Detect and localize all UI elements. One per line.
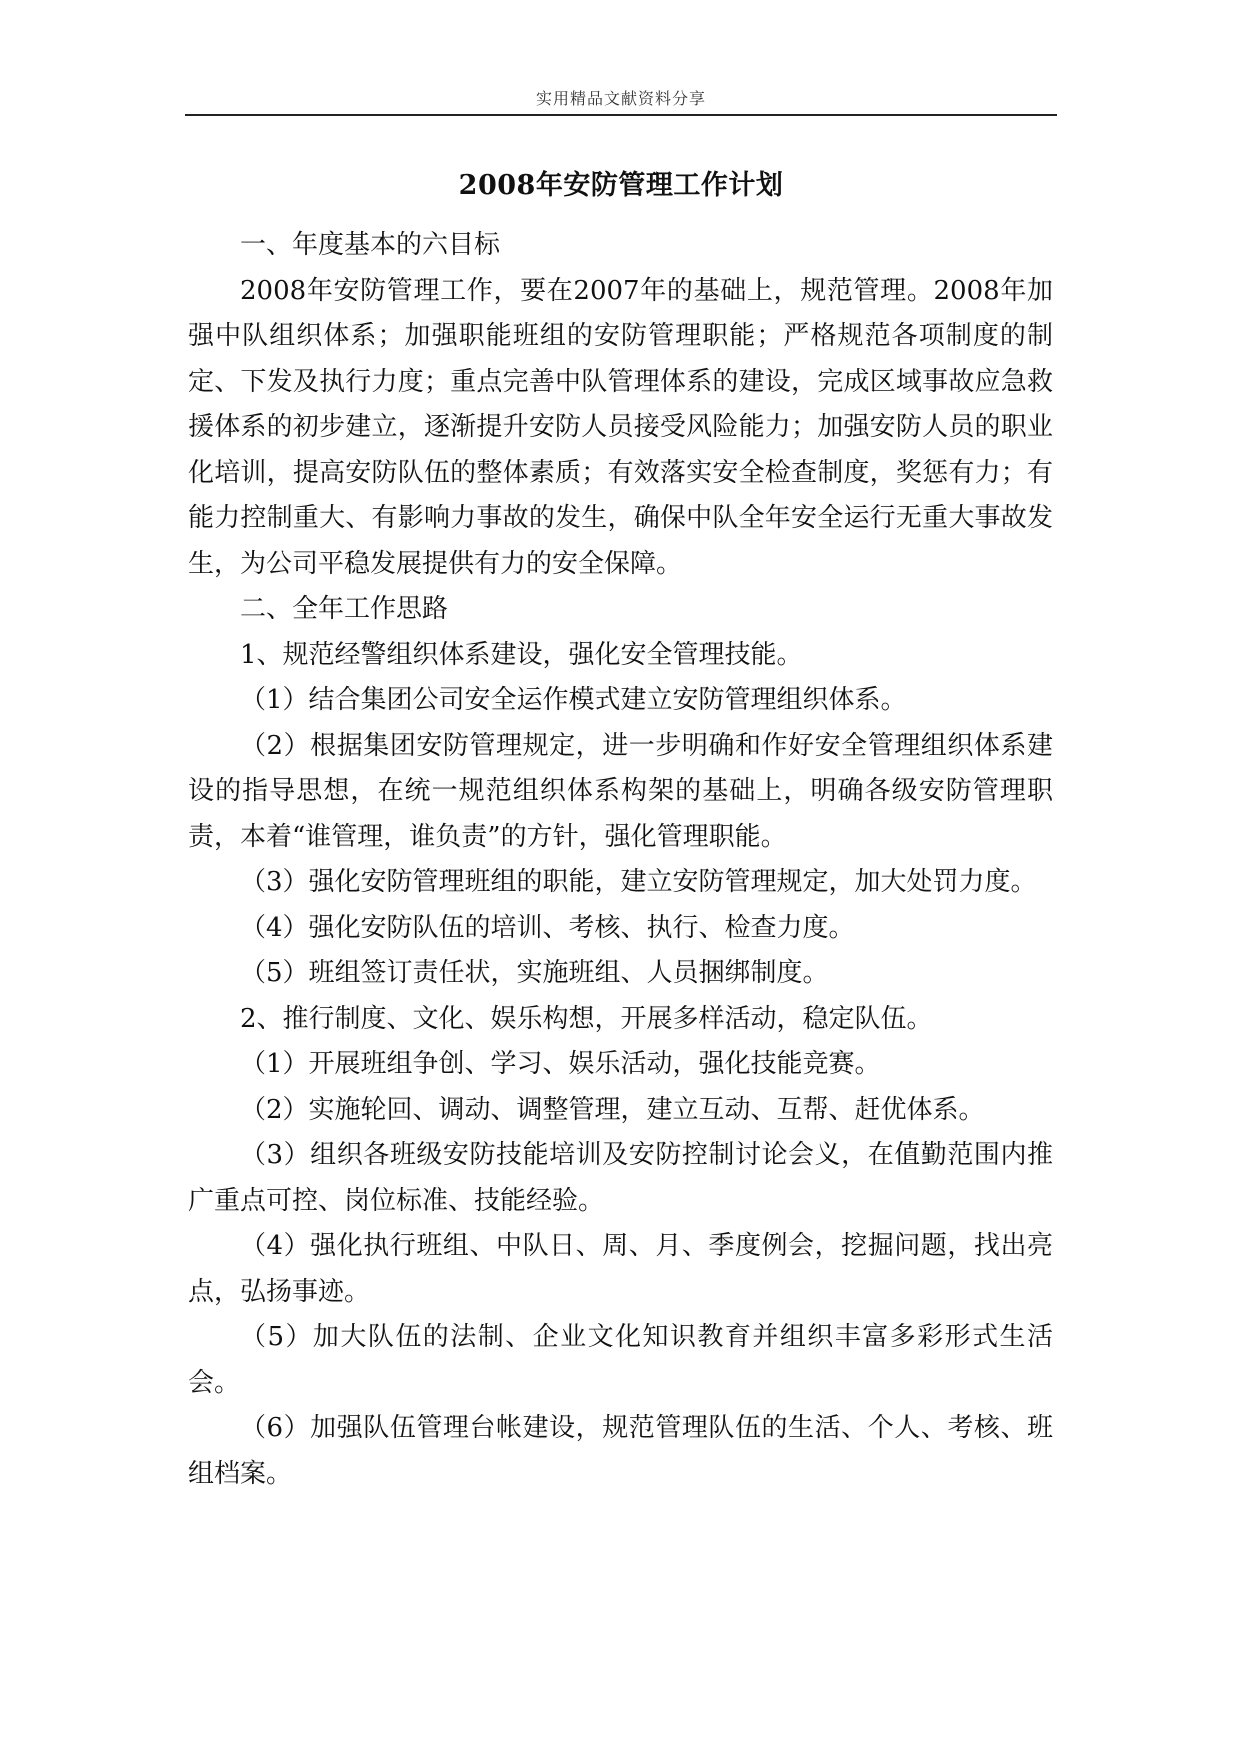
item-2-sub-1: （1）开展班组争创、学习、娱乐活动，强化技能竞赛。 [240,1049,881,1079]
document-title: 2008年安防管理工作计划 [458,170,784,201]
goals-paragraph: 2008年安防管理工作，要在2007年的基础上，规范管理。2008年加强中队组织体系；加强职能班组的安防管理职能；严格规范各项制度的制定、下发及执行力度；重点完善中队管理体系的建设，完成区域事故应急救援体系的初步建立，逐渐提升安防人员接受风险能力；加强安防人员的职业化培训，提高安防队伍的整体素质；有效落实安全检查制度，奖惩有力；有能力控制重大、有影响力事故的发生，确保中队全年安全运行无重大事故发生，为公司平稳发展提供有力的安全保障。 [188,275,1053,579]
item-2-heading: 2、推行制度、文化、娱乐构想，开展多样活动，稳定队伍。 [240,1003,933,1034]
item-2-sub-6: （6）加强队伍管理台帐建设，规范管理队伍的生活、个人、考核、班组档案。 [188,1413,1053,1489]
item-2-sub-3: （3）组织各班级安防技能培训及安防控制讨论会义，在值勤范围内推广重点可控、岗位标准、技能经验。 [188,1140,1053,1216]
item-2-sub-5: （5）加大队伍的法制、企业文化知识教育并组织丰富多彩形式生活会。 [188,1322,1053,1398]
item-1-sub-4: （4）强化安防队伍的培训、考核、执行、检查力度。 [240,912,855,943]
section-heading-approach: 二、全年工作思路 [240,594,449,624]
item-2-sub-2: （2）实施轮回、调动、调整管理，建立互动、互帮、赶优体系。 [240,1094,985,1125]
item-1-heading: 1、规范经警组织体系建设，强化安全管理技能。 [240,639,803,670]
page-header: 实用精品文献资料分享 [535,89,706,108]
document-body [188,223,1053,1497]
item-1-sub-2: （2）根据集团安防管理规定，进一步明确和作好安全管理组织体系建设的指导思想，在统一规范组织体系构架的基础上，明确各级安防管理职责，本着“谁管理，谁负责”的方针，强化管理职能。 [188,730,1053,852]
section-heading-goals: 一、年度基本的六目标 [240,230,501,260]
header-divider [185,114,1057,116]
item-2-sub-4: （4）强化执行班组、中队日、周、月、季度例会，挖掘问题，找出亮点，弘扬事迹。 [188,1231,1053,1307]
item-1-sub-1: （1）结合集团公司安全运作模式建立安防管理组织体系。 [240,685,907,715]
item-1-sub-5: （5）班组签订责任状，实施班组、人员捆绑制度。 [240,958,829,988]
item-1-sub-3: （3）强化安防管理班组的职能，建立安防管理规定，加大处罚力度。 [240,867,1037,897]
